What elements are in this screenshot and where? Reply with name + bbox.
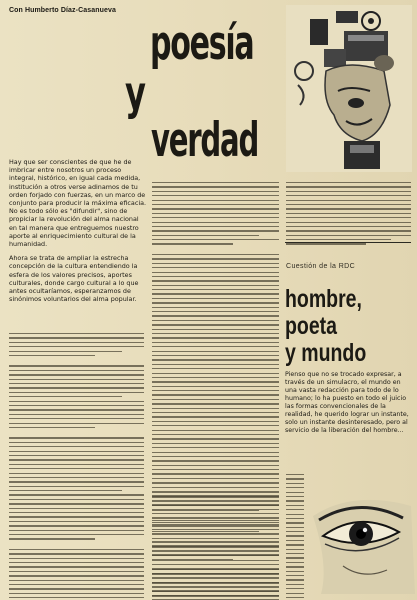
middle-body-column-bottom (152, 492, 279, 600)
section-title (285, 286, 366, 367)
right-intro-paragraph: Pienso que no se trocado expresar, a través de un simulacro, el mundo en una vasta redacción para todo de lo humano; lo ha puesto en todo el juicio las formas convencionales de la realidad, he querido lograr un instante, solo un instante desinteresado, pero al servicio de la liberación del hombre... (285, 371, 409, 434)
title-word-poesia: poesía (150, 16, 254, 71)
section-title-line-1: hombre, (285, 285, 362, 313)
intro-paragraph-1: Hay que ser conscientes de que he de imbricar entre nosotros un proceso integral, histórico, en igual cada medida, institución a otros verse adinamos de tu orden forjado con fuerzas, en un marco de conjunto para producir la máxima eficacia. No es todo sólo es "difundir", sino de propiciar la revolución del alma nacional en tal manera que entreguemos nuestro aporte al enriquecimiento cultural de la humanidad. (9, 158, 147, 249)
intro-text (9, 158, 147, 309)
section-title-line-3: y mundo (285, 339, 367, 367)
intro-paragraph-2: Ahora se trata de ampliar la estrecha concepción de la cultura entendiendo la esfera de los valores precisos, aportes culturales, donde cargo cultural a lo que antes ocultaríamos, esperanzamos de sinónimos voluntarios del alma popular. (9, 254, 139, 304)
surreal-head-collage-icon (286, 5, 412, 172)
title-word-verdad: verdad (151, 113, 259, 168)
eye-collage-icon (303, 476, 415, 594)
right-body-column-bottom (286, 474, 304, 600)
handwritten-note: Cuestión de la RDC (286, 263, 356, 270)
section-title-line-2: poeta (285, 312, 338, 340)
title-word-y: y (125, 66, 146, 120)
left-body-column (9, 333, 144, 600)
section-divider (285, 242, 411, 243)
byline: Con Humberto Díaz-Casanueva (9, 7, 116, 14)
right-body-column-top (286, 182, 411, 248)
